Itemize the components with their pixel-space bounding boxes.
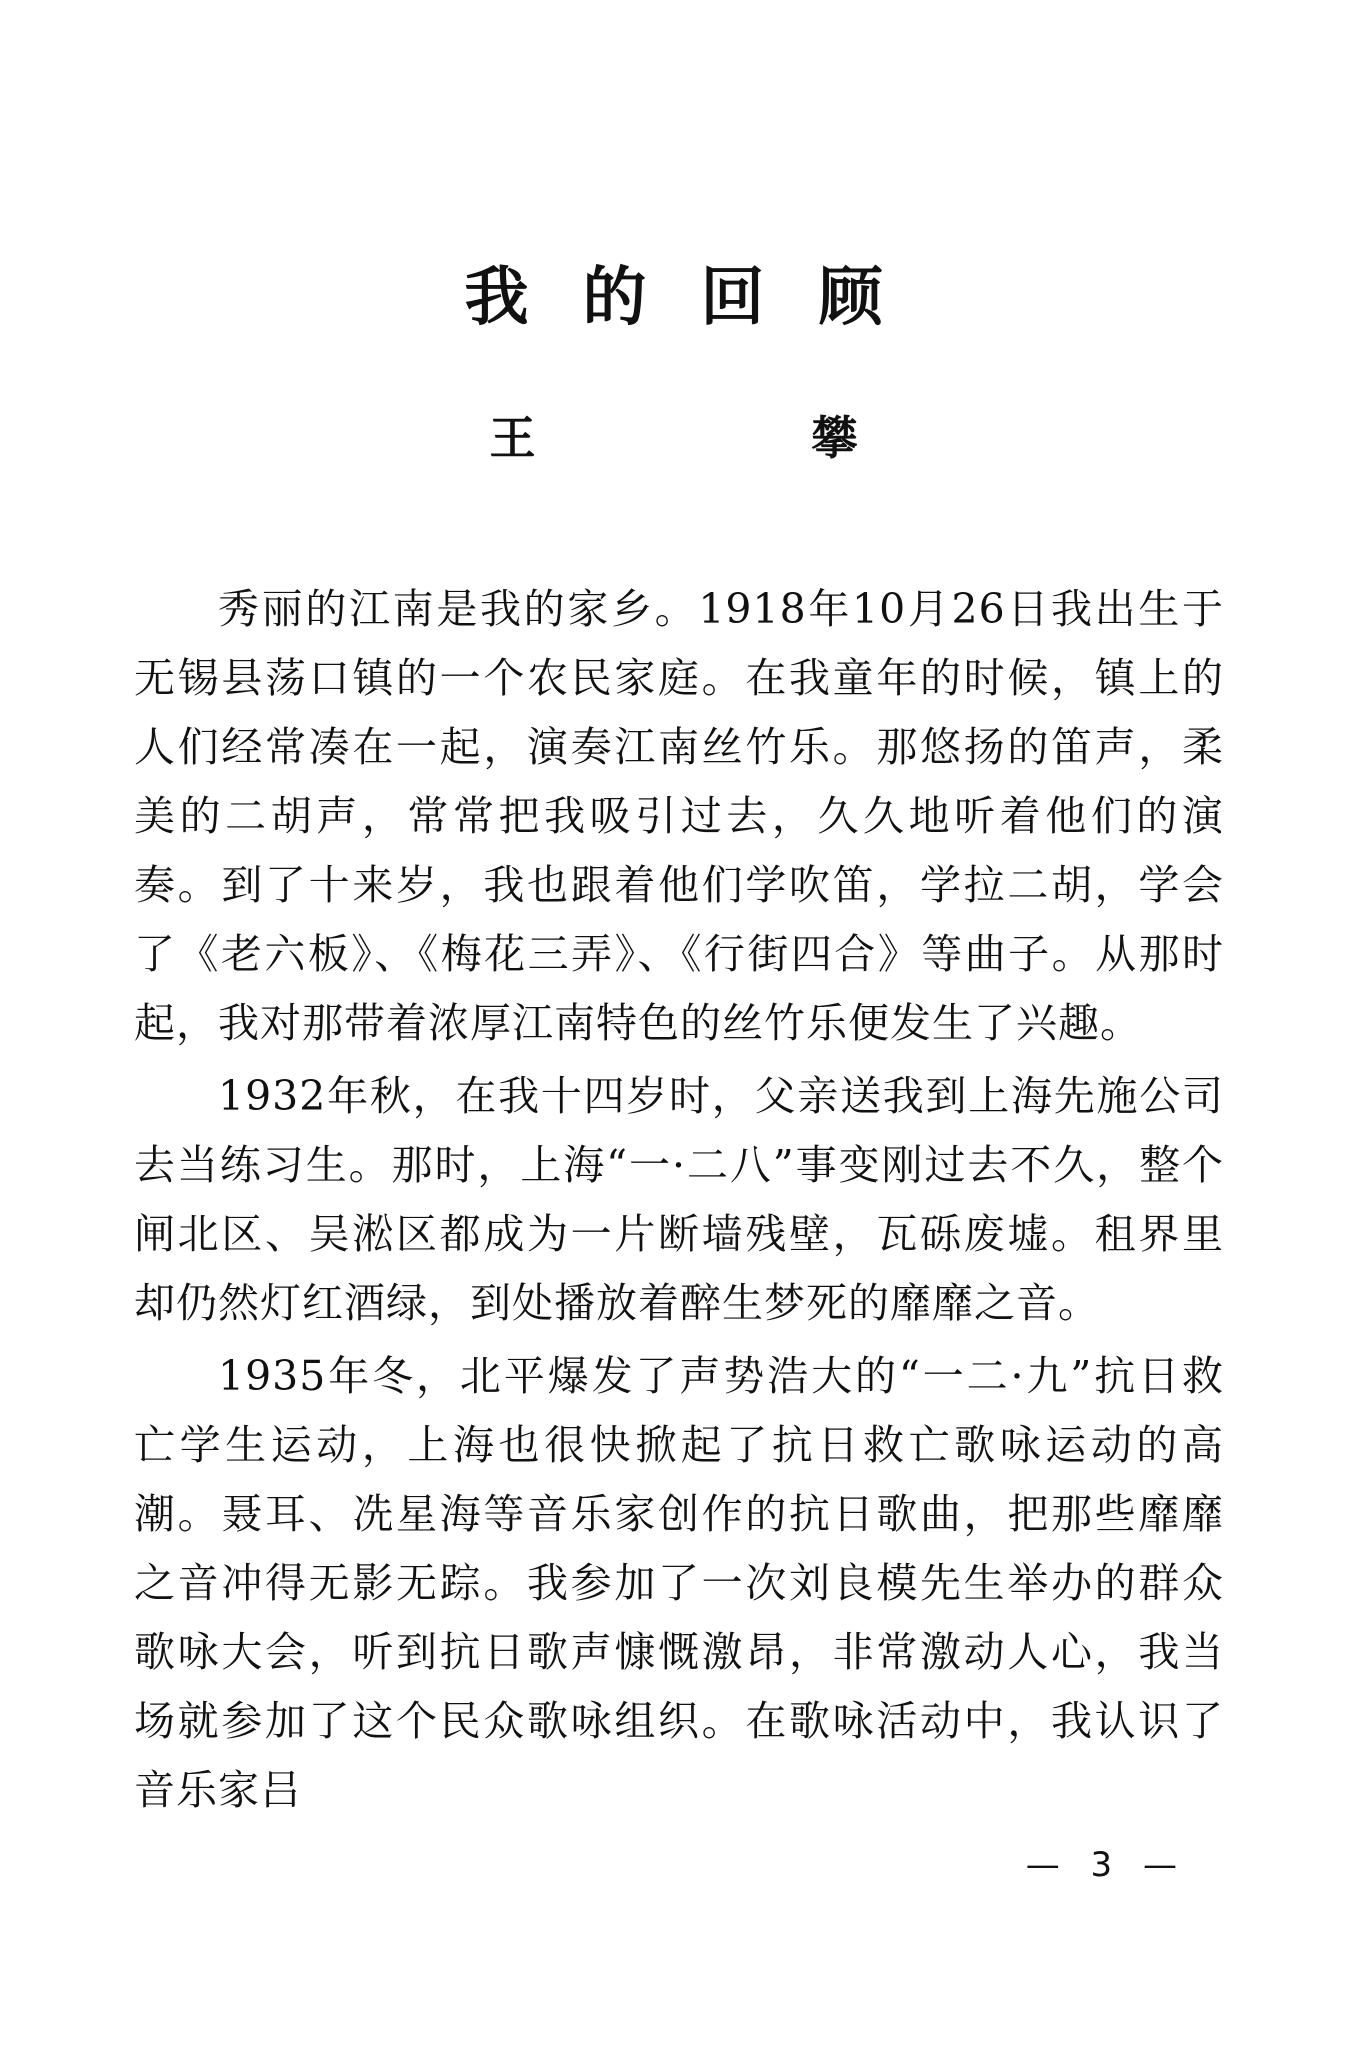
paragraph-1: 秀丽的江南是我的家乡。1918年10月26日我出生于无锡县荡口镇的一个农民家庭。在我童年的时候，镇上的人们经常凑在一起，演奏江南丝竹乐。那悠扬的笛声，柔美的二胡声，常常把我吸引过去，久久地听着他们的演奏。到了十来岁，我也跟着他们学吹笛，学拉二胡，学会了《老六板》、《梅花三弄》、《行街四合》等曲子。从那时起，我对那带着浓厚江南特色的丝竹乐便发生了兴趣。 [134,585,1224,1047]
paragraph-2: 1932年秋，在我十四岁时，父亲送我到上海先施公司去当练习生。那时，上海“一·二八”事变刚过去不久，整个闸北区、吴淞区都成为一片断墙残壁，瓦砾废墟。租界里却仍然灯红酒绿，到处播放着醉生梦死的靡靡之音。 [134,1072,1224,1327]
paragraph-3: 1935年冬，北平爆发了声势浩大的“一二·九”抗日救亡学生运动，上海也很快掀起了抗日救亡歌咏运动的高潮。聂耳、冼星海等音乐家创作的抗日歌曲，把那些靡靡之音冲得无影无踪。我参加了一次刘良模先生举办的群众歌咏大会，听到抗日歌声慷慨激昂，非常激动人心，我当场就参加了这个民众歌咏组织。在歌咏活动中，我认识了音乐家吕 [134,1352,1224,1814]
author-name: 王 攀 [489,411,988,465]
article-body [134,575,1224,1829]
page-number: — 3 — [1025,1845,1187,1885]
article-title: 我的回顾 [464,260,937,335]
